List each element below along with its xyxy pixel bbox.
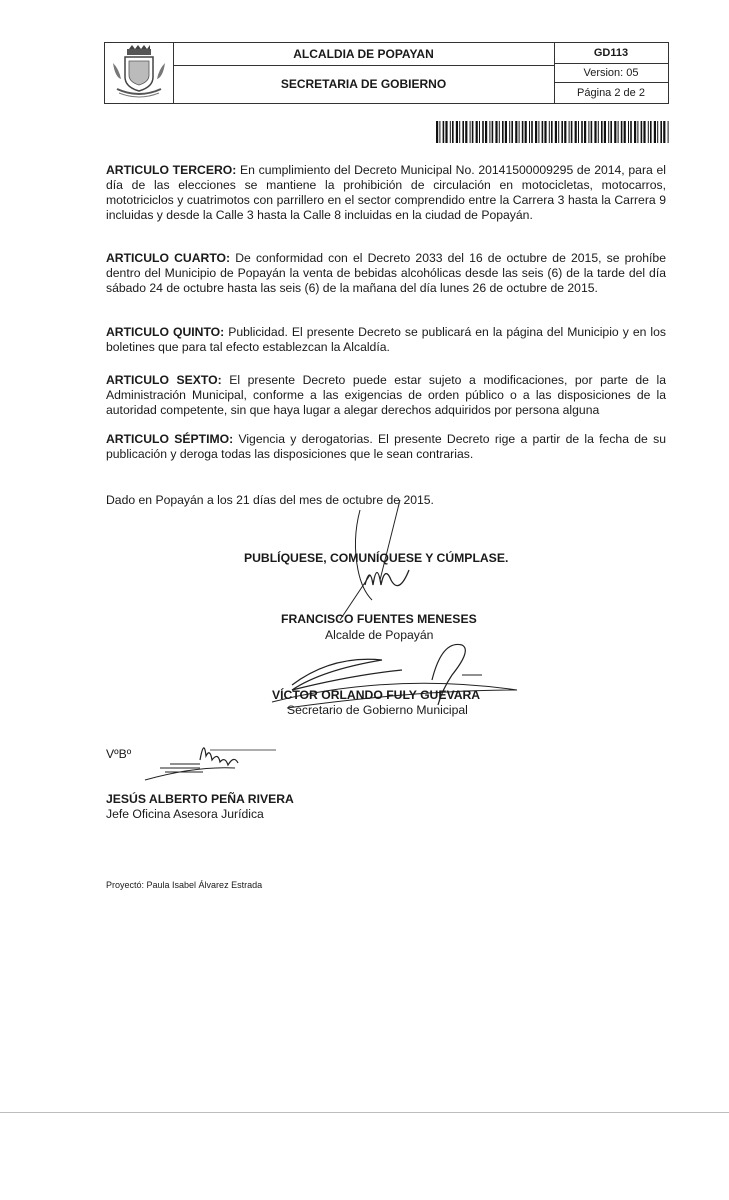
barcode-bar xyxy=(641,121,643,143)
article-3 xyxy=(106,163,666,223)
code-cell xyxy=(554,43,668,103)
article-text: Publicidad. El presente Decreto se publicará en la página del Municipio y en los boletines que para tal efecto establezcan la Alcaldía. xyxy=(106,325,666,354)
barcode-bar xyxy=(648,121,649,143)
barcode-bar xyxy=(452,121,454,143)
barcode-bar xyxy=(628,121,629,143)
article-4 xyxy=(106,251,666,296)
closing-formula: PUBLÍQUESE, COMUNÍQUESE Y CÚMPLASE. xyxy=(244,551,509,565)
barcode-bar xyxy=(604,121,606,143)
page-bottom-rule xyxy=(0,1112,729,1113)
legal-title: Jefe Oficina Asesora Jurídica xyxy=(106,807,264,821)
barcode-bar xyxy=(462,121,464,143)
logo-cell xyxy=(105,43,174,103)
barcode-bar xyxy=(476,121,478,143)
document-code: GD113 xyxy=(554,43,668,64)
article-6 xyxy=(106,373,666,418)
barcode-bar xyxy=(584,121,586,143)
dept-name: SECRETARIA DE GOBIERNO xyxy=(280,77,447,91)
barcode-bar xyxy=(519,121,520,143)
barcode-bar xyxy=(618,121,619,143)
projected-by: Proyectó: Paula Isabel Álvarez Estrada xyxy=(106,880,263,890)
barcode-bar xyxy=(456,121,458,143)
org-name: ALCALDIA DE POPAYAN xyxy=(173,43,554,66)
barcode-bar xyxy=(608,121,609,143)
barcode-bar xyxy=(479,121,480,143)
dated-line: Dado en Popayán a los 21 días del mes de octubre de 2015. xyxy=(106,493,434,507)
barcode-bar xyxy=(650,121,652,143)
article-heading: ARTICULO TERCERO: xyxy=(106,163,237,177)
article-text: De conformidad con el Decreto 2033 del 16 de octubre de 2015, se prohíbe dentro del Municipio de Popayán la venta de bebidas alcohólicas desde las seis (6) de la tarde del día sábado 24 de octubre hasta las seis (6) de la mañana del día lunes 26 de octubre de 2015. xyxy=(106,251,666,295)
barcode-bar xyxy=(551,121,553,143)
barcode-bar xyxy=(495,121,497,143)
article-5 xyxy=(106,325,666,355)
barcode-bar xyxy=(443,121,445,143)
barcode-bar xyxy=(436,121,438,143)
mayor-name: FRANCISCO FUENTES MENESES xyxy=(281,612,477,626)
barcode-bar xyxy=(621,121,623,143)
document-version: Version: 05 xyxy=(554,64,668,83)
barcode-bar xyxy=(561,121,563,143)
barcode-bar xyxy=(459,121,460,143)
document-header xyxy=(104,42,669,104)
barcode-bar xyxy=(549,121,550,143)
barcode-bar xyxy=(538,121,539,143)
barcode-bar xyxy=(660,121,662,143)
barcode-bar xyxy=(489,121,490,143)
coat-of-arms-logo xyxy=(105,43,173,103)
barcode-bar xyxy=(499,121,500,143)
barcode-bar xyxy=(505,121,507,143)
article-7 xyxy=(106,432,666,462)
article-text: Vigencia y derogatorias. El presente Decreto rige a partir de la fecha de su publicación y deroga todas las disposiciones que le sean contrarias. xyxy=(106,432,666,461)
barcode-bar xyxy=(522,121,524,143)
article-heading: ARTICULO SEXTO: xyxy=(106,373,222,387)
article-heading: ARTICULO CUARTO: xyxy=(106,251,231,265)
barcode-bar xyxy=(588,121,589,143)
barcode-bar xyxy=(598,121,599,143)
secretary-name: VÍCTOR ORLANDO FULY GUEVARA xyxy=(272,688,481,702)
barcode-bar xyxy=(544,121,546,143)
barcode-bar xyxy=(624,121,626,143)
barcode-bar xyxy=(663,121,665,143)
secretary-title: Secretario de Gobierno Municipal xyxy=(287,703,468,717)
mayor-title: Alcalde de Popayán xyxy=(325,628,434,642)
barcode-bar xyxy=(515,121,517,143)
barcode-bar xyxy=(601,121,603,143)
page-number: Página 2 de 2 xyxy=(577,87,645,99)
barcode-bar xyxy=(610,121,612,143)
title-cell xyxy=(173,43,555,103)
barcode-bar xyxy=(525,121,527,143)
legal-name: JESÚS ALBERTO PEÑA RIVERA xyxy=(106,792,294,806)
barcode-bar xyxy=(558,121,559,143)
barcode-bar xyxy=(439,121,440,143)
article-heading: ARTICULO SÉPTIMO: xyxy=(106,432,234,446)
barcode-bar xyxy=(630,121,632,143)
barcode-bar xyxy=(578,121,579,143)
barcode-bar xyxy=(637,121,638,143)
barcode-bar xyxy=(485,121,487,143)
barcode-bar xyxy=(542,121,544,143)
barcode-bar xyxy=(654,121,656,143)
legal-signature xyxy=(140,738,280,788)
barcode-bar xyxy=(657,121,658,143)
barcode-bar xyxy=(569,121,570,143)
barcode-bar xyxy=(535,121,537,143)
barcode-bar xyxy=(531,121,533,143)
article-text: El presente Decreto puede estar sujeto a modificaciones, por parte de la Administración Municipal, conforme a las exigencias de orden público o a las disposiciones de la autoridad competente, sin que haya lugar a alegar derechos adquiridos por persona alguna xyxy=(106,373,666,417)
barcode xyxy=(436,121,669,143)
barcode-bar xyxy=(594,121,596,143)
barcode-bar xyxy=(502,121,504,143)
barcode-bar xyxy=(482,121,484,143)
barcode-bar xyxy=(511,121,513,143)
barcode-bar xyxy=(581,121,583,143)
barcode-bar xyxy=(509,121,510,143)
barcode-bar xyxy=(465,121,467,143)
barcode-bar xyxy=(472,121,474,143)
barcode-bar xyxy=(591,121,593,143)
article-text: En cumplimiento del Decreto Municipal No. 20141500009295 de 2014, para el día de las elecciones se mantiene la prohibición de circulación en motocicletas, motocarros, mototriciclos y cuatrimotos con parrillero en el sector comprendido entre la Carrera 3 hasta la Carrera 9 incluidas y desde la Calle 3 hasta la Calle 8 incluidas en la ciudad de Popayán. xyxy=(106,163,666,222)
barcode-bar xyxy=(555,121,557,143)
barcode-bar xyxy=(529,121,530,143)
barcode-bar xyxy=(571,121,573,143)
barcode-bar xyxy=(575,121,577,143)
barcode-bar xyxy=(668,121,669,143)
vobo-label: VºBº xyxy=(106,747,132,761)
barcode-bar xyxy=(450,121,451,143)
barcode-bar xyxy=(445,121,447,143)
barcode-bar xyxy=(470,121,471,143)
barcode-bar xyxy=(614,121,616,143)
article-heading: ARTICULO QUINTO: xyxy=(106,325,225,339)
barcode-bar xyxy=(643,121,645,143)
barcode-bar xyxy=(492,121,494,143)
barcode-bar xyxy=(564,121,566,143)
barcode-bar xyxy=(634,121,636,143)
